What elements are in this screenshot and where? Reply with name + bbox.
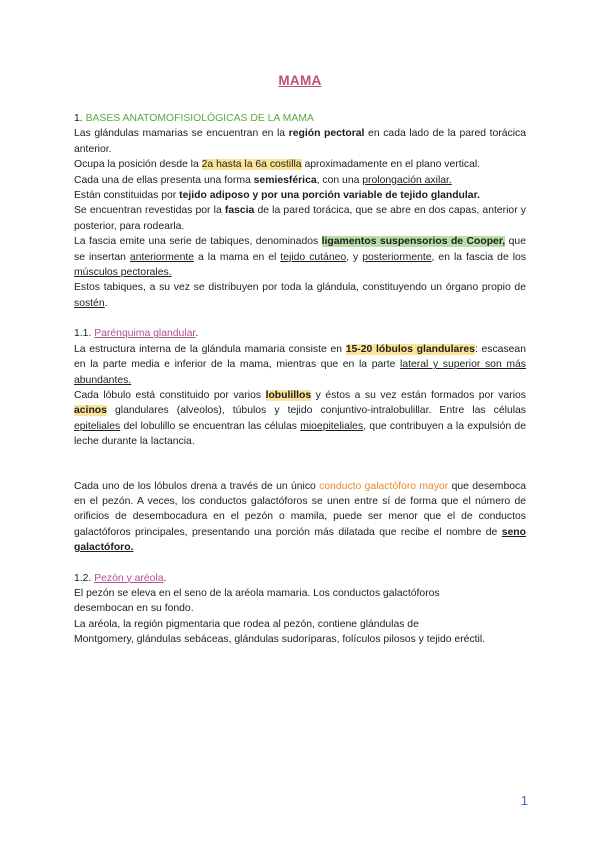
bold-fascia: fascia — [224, 205, 255, 217]
s12-line-3: La aréola, la región pigmentaria que rodea al pezón, contiene glándulas de — [74, 618, 419, 630]
subsection-1-2-title: Pezón y aréola — [94, 572, 164, 584]
s12-line-4: Montgomery, glándulas sebáceas, glándulas sudoríparas, folículos pilosos y tejido eréctil. — [74, 634, 486, 646]
s1-paragraph-1: Las glándulas mamarias se encuentran en la región pectoral en cada lado de la pared torácica anterior. — [74, 128, 526, 155]
highlight-acinos: acinos — [74, 405, 107, 417]
document-body — [74, 111, 526, 648]
page-number: 1 — [520, 793, 528, 808]
section-1-number: 1. — [74, 113, 86, 124]
s1-paragraph-4: Están constituidas por tejido adiposo y por una porción variable de tejido glandular. — [74, 190, 480, 202]
section-1-title: BASES ANATOMOFISIOLÓGICAS DE LA MAMA — [85, 113, 314, 124]
highlight-cooper: ligamentos suspensorios de Cooper, — [321, 236, 506, 248]
bold-semiesferica: semiesférica — [253, 174, 317, 186]
highlight-lobulillos: lobulillos — [265, 389, 312, 401]
subsection-1-2-heading: 1.2. Pezón y aréola. — [74, 572, 167, 584]
bold-region-pectoral: región pectoral — [288, 128, 365, 140]
s12-line-2: desembocan en su fondo. — [74, 603, 194, 615]
s1-paragraph-2: Ocupa la posición desde la 2a hasta la 6a costilla aproximadamente en el plano vertical. — [74, 159, 481, 171]
s1-paragraph-6: La fascia emite una serie de tabiques, denominados ligamentos suspensorios de Cooper, que se insertan anteriormente a la mama en el tejido cutáneo, y posteriormente, en la fascia de los músculos pectorales. — [74, 236, 527, 279]
subsection-1-1-heading: 1.1. Parénquima glandular. — [74, 328, 199, 340]
highlight-costillas: 2a hasta la 6a costilla — [201, 159, 302, 171]
s11-paragraph-2: Cada lóbulo está constituido por varios lobulillos y éstos a su vez están formados por varios acinos glandulares (alveolos), túbulos y tejido conjuntivo-intralobulillar. Entre las células epiteliales del lobulillo se encuentran las células mioepiteliales, que contribuyen a la expulsión de leche durante la lactancia. — [74, 389, 526, 448]
s12-line-1: El pezón se eleva en el seno de la aréola mamaria. Los conductos galactóforos — [74, 587, 440, 599]
s11-paragraph-1: La estructura interna de la glándula mamaria consiste en 15-20 lóbulos glandulares: escasean en la parte media e inferior de la mama, mientras que en la parte lateral y superior son más abundantes. — [74, 343, 526, 386]
document-title: MAMA — [278, 73, 322, 88]
s11-paragraph-3: Cada uno de los lóbulos drena a través de un único conducto galactóforo mayor que desemboca en el pezón. A veces, los conductos galactóforos se unen entre sí de forma que el número de orificios de desembocadura en el pezón o mamila, puede ser menor que el de conductos galactóforos principales, presentando una porción más dilatada que recibe el nombre de seno galactóforo. — [74, 480, 526, 554]
underline-prolongacion: prolongación axilar. — [362, 174, 452, 186]
subsection-1-1-title: Parénquima glandular — [94, 328, 196, 340]
bold-seno-galactoforo: seno galactóforo. — [74, 526, 526, 554]
s1-paragraph-3: Cada una de ellas presenta una forma semiesférica, con una prolongación axilar. — [74, 174, 452, 186]
s1-paragraph-5: Se encuentran revestidas por la fascia de la pared torácica, que se abre en dos capas, anterior y posterior, para rodearla. — [74, 205, 526, 232]
s1-paragraph-7: Estos tabiques, a su vez se distribuyen por toda la glándula, constituyendo un órgano propio de sostén. — [74, 282, 526, 309]
bold-tejido: tejido adiposo y por una porción variable de tejido glandular. — [179, 190, 480, 202]
highlight-lobulos: 15-20 lóbulos glandulares — [345, 343, 475, 355]
orange-conducto: conducto galactóforo mayor — [319, 480, 449, 492]
section-1-heading — [74, 111, 526, 126]
